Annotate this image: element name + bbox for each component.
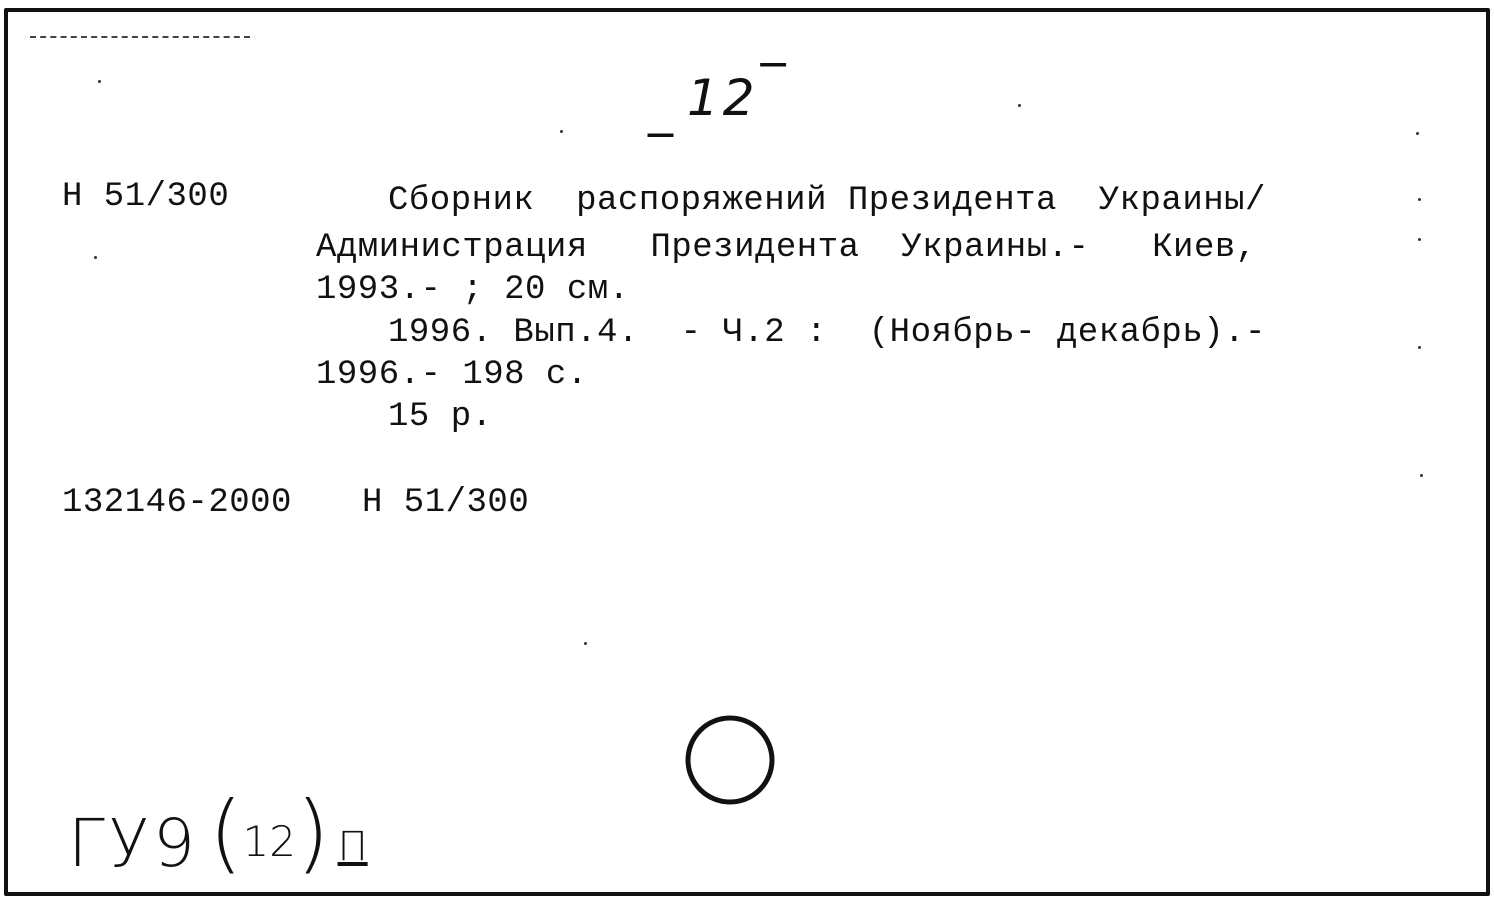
handwritten-classification-code [68,783,368,898]
record-line-title: Сборник распоряжений Президента Украины/ [388,182,1266,220]
speck [1416,132,1419,135]
speck [1420,474,1423,477]
speck [560,130,563,133]
page-number-text: 12 [687,69,759,127]
open-paren: ( [208,783,243,883]
catalog-card [4,8,1490,896]
speck [1018,104,1021,107]
record-line-pagination: 1996.- 198 с. [316,356,588,394]
punch-hole-circle [680,712,780,812]
handwritten-page-number [648,55,786,137]
record-line-responsibility: Администрация Президента Украины.- Киев, [316,229,1257,267]
dash-left: _ [648,79,673,137]
shelfmark-bottom: Н 51/300 [362,484,530,522]
speck [584,642,587,645]
close-paren: ) [296,783,330,883]
speck [98,80,101,83]
speck [1418,346,1421,349]
speck [1418,198,1421,201]
code-suffix: П [337,824,368,870]
speck [1418,238,1421,241]
top-dashed-line [30,36,250,38]
inventory-number: 132146-2000 [62,484,292,522]
shelfmark-top: Н 51/300 [62,178,230,216]
code-main: ГУ9 [68,805,199,882]
record-line-issue: 1996. Вып.4. - Ч.2 : (Ноябрь- декабрь).- [388,314,1266,352]
code-paren-value: 12 [242,817,296,866]
dash-right: ‾ [760,55,786,113]
record-line-price: 15 р. [388,398,493,436]
record-line-publication: 1993.- ; 20 см. [316,271,630,309]
speck [94,256,97,259]
